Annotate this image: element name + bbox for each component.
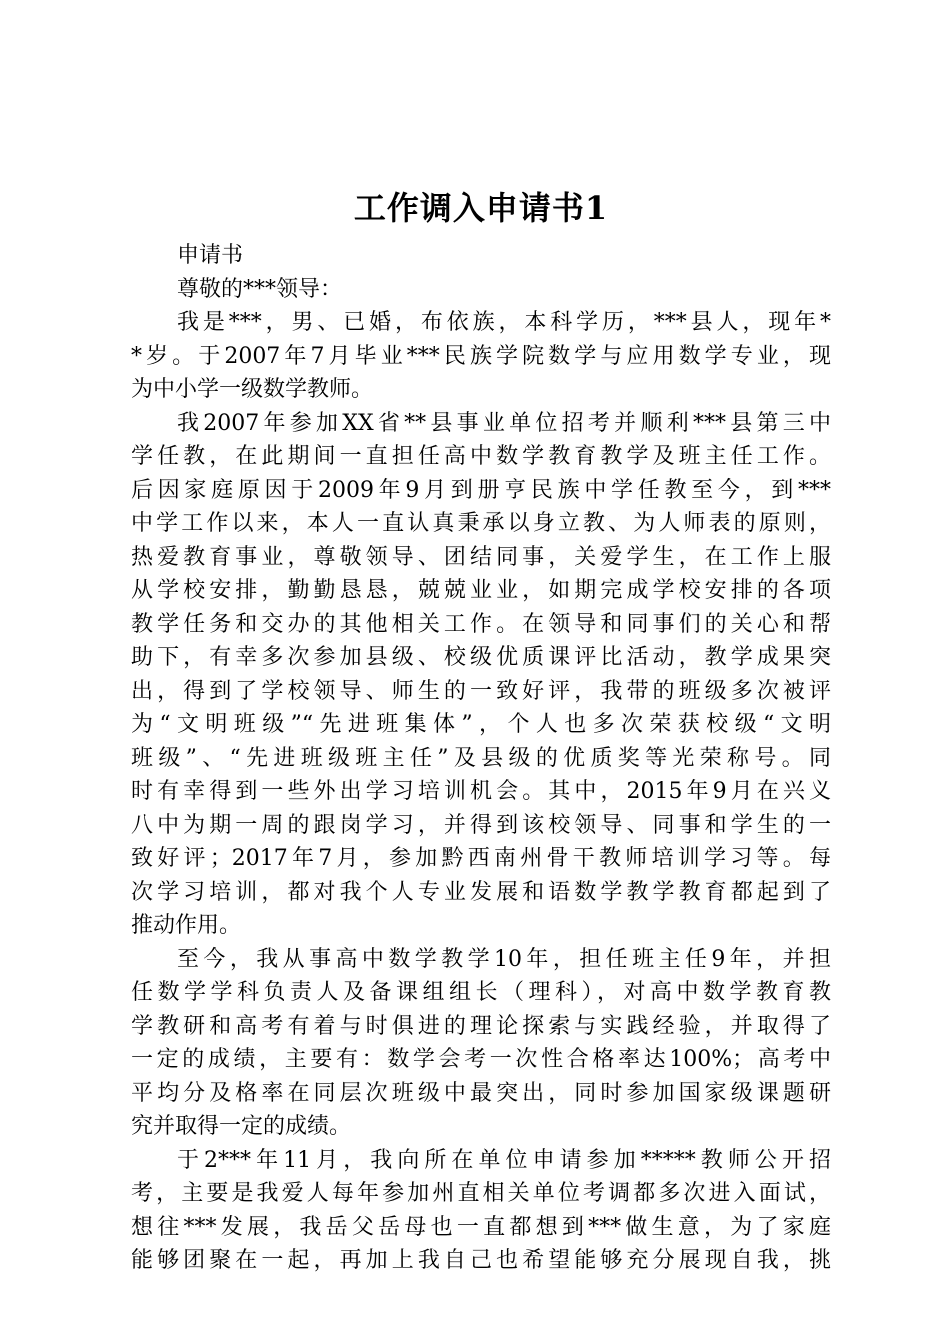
paragraph-line: 想往***发展，我岳父岳母也一直都想到***做生意，为了家庭 bbox=[131, 1214, 831, 1240]
paragraph-line: 为“文明班级”“先进班集体”，个人也多次荣获校级“文明 bbox=[131, 712, 831, 737]
paragraph-line: 至今，我从事高中数学教学10年，担任班主任9年，并担 bbox=[177, 946, 831, 972]
paragraph-line: 推动作用。 bbox=[131, 913, 242, 938]
paragraph-line: 究并取得一定的成绩。 bbox=[131, 1114, 352, 1139]
paragraph-line: 为中小学一级数学教师。 bbox=[131, 377, 374, 402]
paragraph-line: 我2007年参加XX省**县事业单位招考并顺利***县第三中 bbox=[177, 410, 831, 436]
paragraph-line: 能够团聚在一起，再加上我自己也希望能够充分展现自我，挑 bbox=[131, 1248, 831, 1273]
paragraph-4 bbox=[131, 1144, 831, 1278]
paragraph-line: 我是***，男、已婚，布依族，本科学历，***县人，现年* bbox=[177, 310, 831, 335]
paragraph-line: 班级”、“先进班级班主任”及县级的优质奖等光荣称号。同 bbox=[131, 745, 831, 771]
paragraph-line: 中学工作以来，本人一直认真秉承以身立教、为人师表的原则， bbox=[131, 511, 831, 536]
paragraph-1 bbox=[131, 306, 831, 407]
paragraph-line: 于2***年11月，我向所在单位申请参加*****教师公开招 bbox=[177, 1147, 831, 1173]
paragraph-line: 任数学学科负责人及备课组组长（理科），对高中数学教育教 bbox=[131, 980, 831, 1005]
paragraph-line: 考，主要是我爱人每年参加州直相关单位考调都多次进入面试， bbox=[131, 1181, 831, 1206]
paragraph-line: 次学习培训，都对我个人专业发展和语数学教学教育都起到了 bbox=[131, 879, 831, 905]
paragraph-line: 八中为期一周的跟岗学习，并得到该校领导、同事和学生的一 bbox=[131, 812, 831, 838]
paragraph-line: 致好评；2017年7月，参加黔西南州骨干教师培训学习等。每 bbox=[131, 846, 831, 871]
paragraph-line: 学任教，在此期间一直担任高中数学教育教学及班主任工作。 bbox=[131, 444, 831, 469]
paragraph-line: 助下，有幸多次参加县级、校级优质课评比活动，教学成果突 bbox=[131, 645, 831, 670]
paragraph-line: 教学任务和交办的其他相关工作。在领导和同事们的关心和帮 bbox=[131, 611, 831, 637]
paragraph-line: 一定的成绩，主要有：数学会考一次性合格率达100%；高考中 bbox=[131, 1047, 831, 1072]
paragraph-line: 后因家庭原因于2009年9月到册亨民族中学任教至今，到*** bbox=[131, 477, 831, 503]
salutation: 尊敬的***领导： bbox=[177, 276, 343, 302]
paragraph-line: 从学校安排，勤勤恳恳，兢兢业业，如期完成学校安排的各项 bbox=[131, 578, 831, 603]
document-page bbox=[131, 183, 831, 1278]
paragraph-line: 出，得到了学校领导、师生的一致好评，我带的班级多次被评 bbox=[131, 678, 831, 704]
paragraph-line: 平均分及格率在同层次班级中最突出，同时参加国家级课题研 bbox=[131, 1080, 831, 1106]
paragraph-3 bbox=[131, 943, 831, 1144]
paragraph-2 bbox=[131, 407, 831, 943]
document-heading: 申请书 bbox=[177, 243, 244, 268]
paragraph-line: 时有幸得到一些外出学习培训机会。其中，2015年9月在兴义 bbox=[131, 779, 831, 804]
document-title: 工作调入申请书1 bbox=[353, 189, 609, 227]
paragraph-line: 学教研和高考有着与时俱进的理论探索与实践经验，并取得了 bbox=[131, 1013, 831, 1039]
paragraph-line: *岁。于2007年7月毕业***民族学院数学与应用数学专业，现 bbox=[131, 343, 831, 369]
paragraph-line: 热爱教育事业，尊敬领导、团结同事，关爱学生，在工作上服 bbox=[131, 544, 831, 570]
